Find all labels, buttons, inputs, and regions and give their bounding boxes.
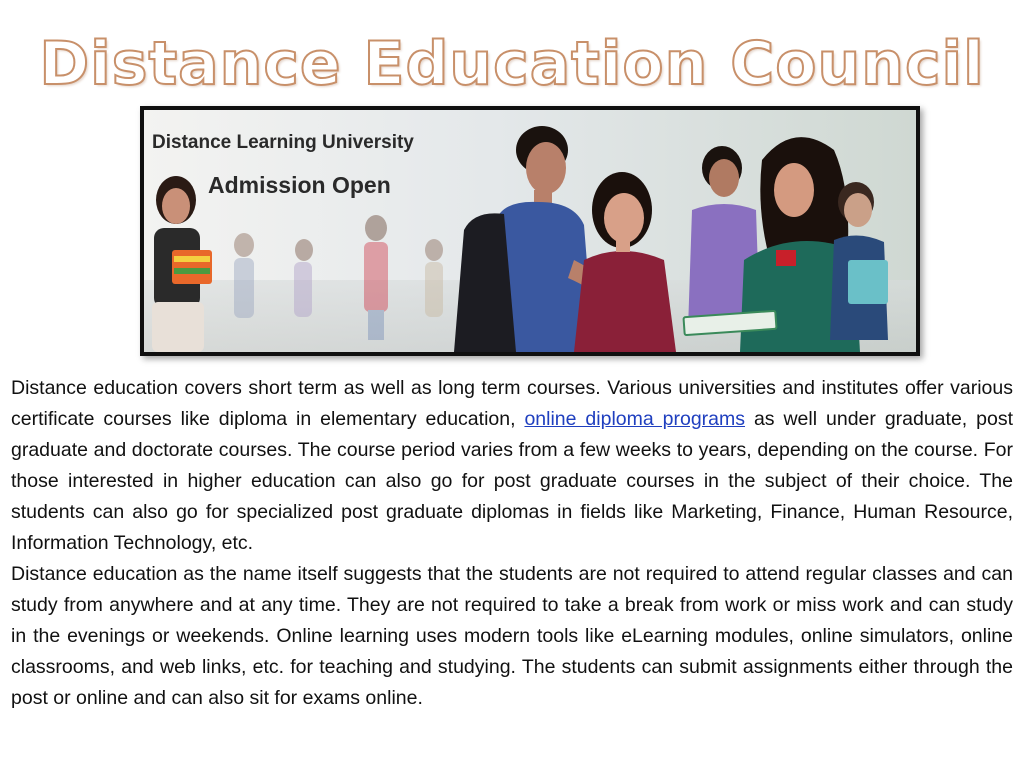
slide-title: Distance Education Council: [39, 29, 985, 99]
paragraph-2: Distance education as the name itself suggests that the students are not required to attend regular classes and can study from anywhere and at any time. They are not required to take a break from work or miss work and can study in the evenings or weekends. Online learning uses modern tools like eLearning modules, online simulators, online classrooms, and web links, etc. for teaching and studying. The students can submit assignments either through the post or online and can also sit for exams online.: [11, 563, 1013, 709]
paragraph-1-start: Distance education covers short term as well as long term courses. Various universities and institutes offer various certificate courses like diploma in elementary education,: [11, 377, 1013, 430]
body-text: [11, 373, 1013, 714]
paragraph-1: [11, 373, 1013, 559]
banner-image: [140, 106, 920, 356]
banner-subheading: Admission Open: [208, 172, 391, 198]
banner-heading: Distance Learning University: [152, 132, 414, 153]
online-diploma-programs-link[interactable]: online diploma programs: [524, 408, 746, 430]
books: [172, 250, 212, 284]
paragraph-1-end: as well under graduate, post graduate and doctorate courses. The course period varies from a few weeks to years, depending on the course. For those interested in higher education can also go for post graduate courses in the subject of their choice. The students can also go for specialized post graduate diplomas in fields like Marketing, Finance, Human Resource, Information Technology, etc.: [11, 408, 1014, 554]
